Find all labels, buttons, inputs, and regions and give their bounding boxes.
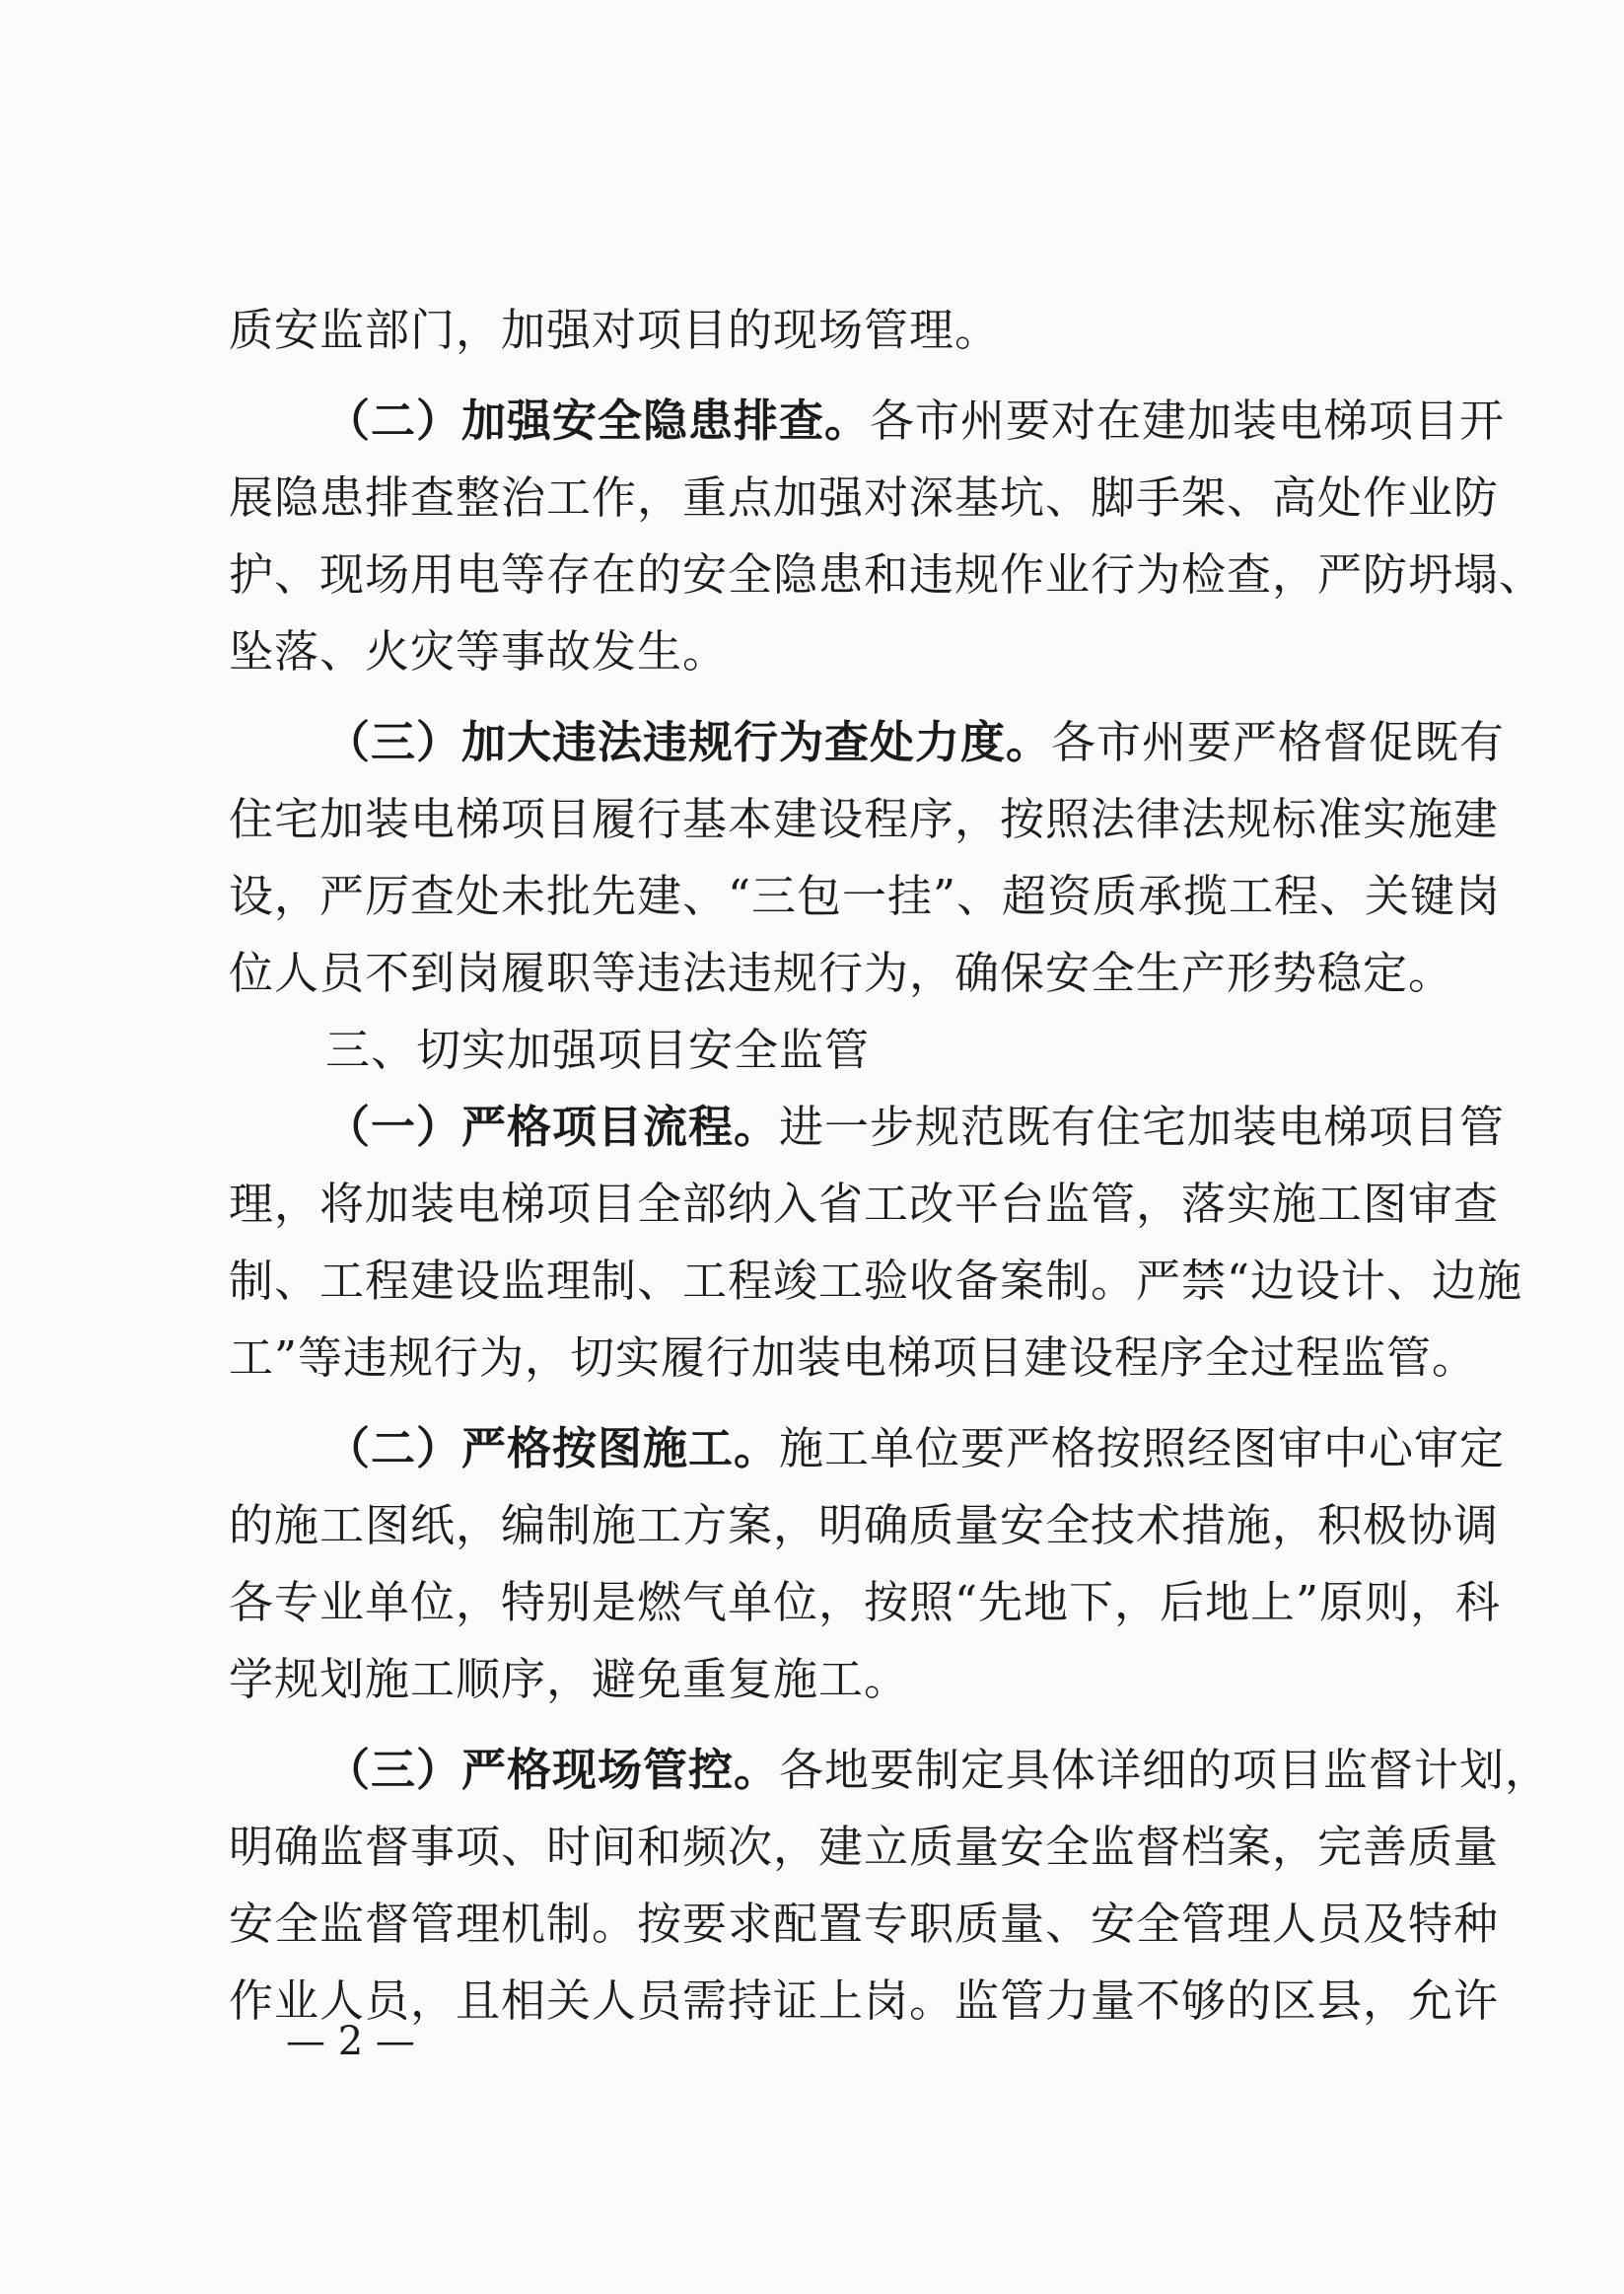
paragraph-text: 各市州要对在建加装电梯项目开 [870, 394, 1506, 447]
body-line: 理，将加装电梯项目全部纳入省工改平台监管，落实施工图审查 [229, 1178, 1500, 1230]
paragraph-first-line [229, 1410, 1506, 1487]
paragraph-heading: （三）严格现场管控。 [325, 1744, 780, 1796]
body-line: 安全监督管理机制。按要求配置专职质量、安全管理人员及特种 [229, 1898, 1500, 1950]
body-line: 设，严厉查处未批先建、“三包一挂”、超资质承揽工程、关键岗 [229, 870, 1502, 922]
body-line: 工”等违规行为，切实履行加装电梯项目建设程序全过程监管。 [229, 1331, 1478, 1384]
paragraph-heading: （二）严格按图施工。 [325, 1422, 780, 1474]
paragraph-first-line [229, 704, 1506, 781]
paragraph-first-line [229, 383, 1506, 460]
paragraph-text: 施工单位要严格按照经图审中心审定 [779, 1422, 1506, 1474]
paragraph-heading: （二）加强安全隐患排查。 [325, 394, 871, 447]
section-heading: 三、切实加强项目安全监管 [325, 1024, 871, 1076]
body-line: 位人员不到岗履职等违法违规行为，确保安全生产形势稳定。 [229, 947, 1454, 999]
paragraph-text: 各地要制定具体详细的项目监督计划， [779, 1744, 1551, 1796]
document-body [229, 292, 1551, 2040]
body-line: 护、现场用电等存在的安全隐患和违规作业行为检查，严防坍塌、 [229, 548, 1545, 601]
body-line: 的施工图纸，编制施工方案，明确质量安全技术措施，积极协调 [229, 1499, 1500, 1551]
body-line: 坠落、火灾等事故发生。 [229, 625, 729, 678]
body-line: 各专业单位，特别是燃气单位，按照“先地下，后地上”原则，科 [229, 1576, 1502, 1628]
page-number: — 2 — [286, 2019, 415, 2064]
paragraph-first-line [229, 1732, 1551, 1809]
paragraph-text: 各市州要严格督促既有 [1051, 716, 1506, 768]
paragraph-heading: （三）加大违法违规行为查处力度。 [325, 716, 1052, 768]
body-line: 制、工程建设监理制、工程竣工验收备案制。严禁“边设计、边施 [229, 1255, 1523, 1307]
paragraph-text: 进一步规范既有住宅加装电梯项目管 [779, 1101, 1506, 1153]
body-line: 明确监督事项、时间和频次，建立质量安全监督档案，完善质量 [229, 1821, 1500, 1873]
paragraph-first-line [229, 1089, 1506, 1166]
body-line: 学规划施工顺序，避免重复施工。 [229, 1653, 910, 1705]
paragraph-heading: （一）严格项目流程。 [325, 1101, 780, 1153]
body-line: 作业人员，且相关人员需持证上岗。监管力量不够的区县，允许 [229, 1974, 1500, 2027]
body-line: 展隐患排查整治工作，重点加强对深基坑、脚手架、高处作业防 [229, 471, 1500, 524]
body-line: 质安监部门，加强对项目的现场管理。 [229, 304, 1001, 356]
body-line: 住宅加装电梯项目履行基本建设程序，按照法律法规标准实施建 [229, 793, 1500, 845]
